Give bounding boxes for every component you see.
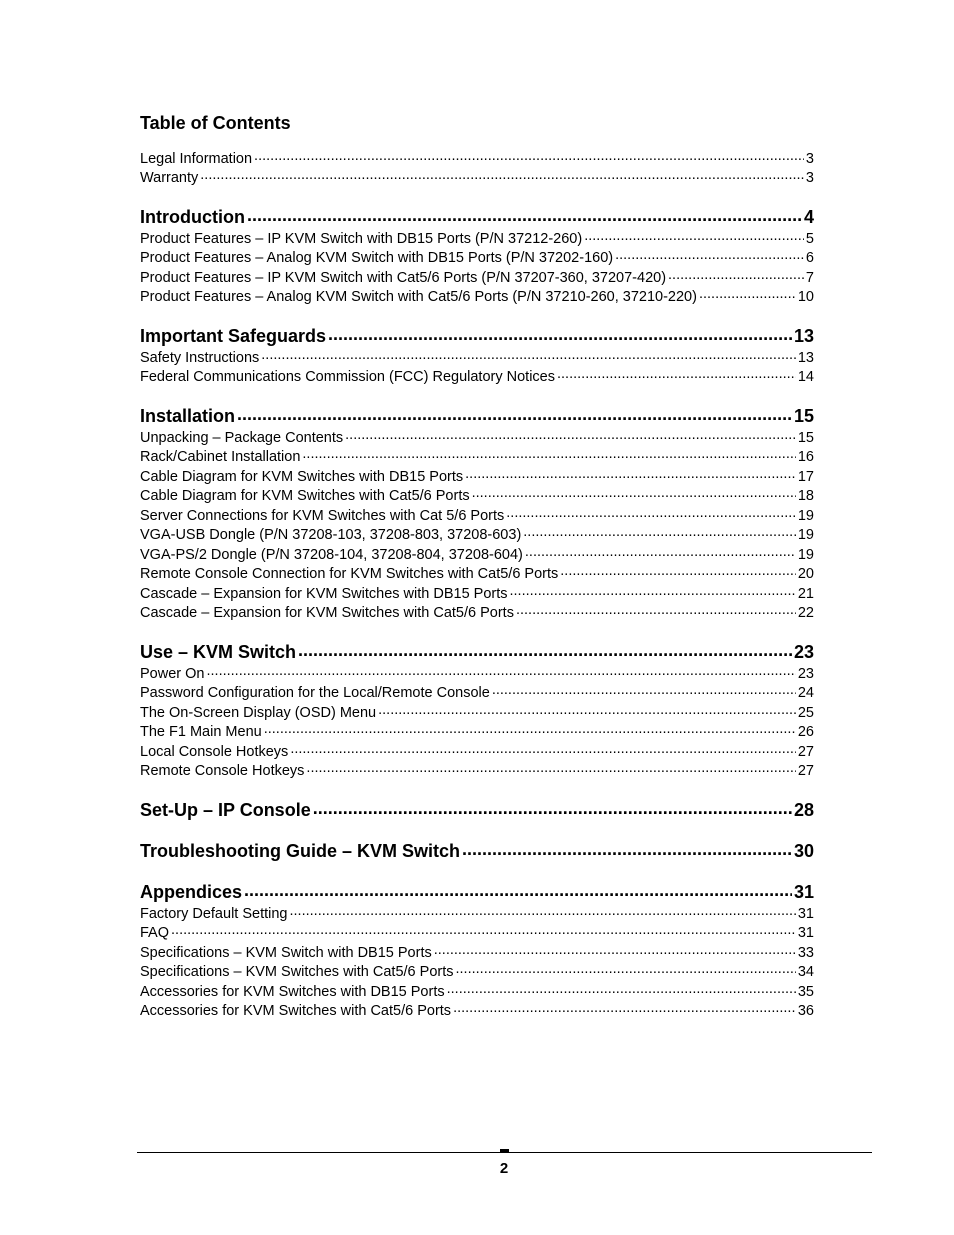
toc-entry-page: 10 bbox=[797, 289, 814, 305]
toc-entry-page: 26 bbox=[797, 724, 814, 740]
toc-entry[interactable] bbox=[140, 486, 814, 506]
toc-heading[interactable] bbox=[140, 324, 814, 347]
dot-leader bbox=[699, 287, 796, 302]
toc-entry-label: The F1 Main Menu bbox=[140, 724, 262, 740]
toc-section bbox=[140, 324, 814, 386]
toc-heading-label: Important Safeguards bbox=[140, 326, 327, 346]
toc-entry-label: Product Features – Analog KVM Switch with DB15 Ports (P/N 37202-160) bbox=[140, 250, 614, 266]
toc-entry[interactable] bbox=[140, 367, 814, 387]
dot-leader bbox=[200, 168, 804, 183]
toc-entry-label: Cable Diagram for KVM Switches with DB15 Ports bbox=[140, 468, 464, 485]
toc-heading-label: Installation bbox=[140, 406, 236, 426]
dot-leader bbox=[584, 228, 804, 243]
toc-section bbox=[140, 839, 814, 862]
dot-leader bbox=[462, 839, 792, 857]
toc-entry-page: 33 bbox=[797, 944, 814, 961]
dot-leader bbox=[298, 640, 792, 658]
toc-entry[interactable] bbox=[140, 761, 814, 781]
toc-heading-label: Introduction bbox=[140, 207, 245, 227]
toc-entry-label: Warranty bbox=[140, 170, 199, 186]
toc-section bbox=[140, 880, 814, 1020]
toc-heading-page: 31 bbox=[793, 882, 814, 902]
toc-section bbox=[140, 148, 814, 187]
dot-leader bbox=[560, 564, 796, 579]
dot-leader bbox=[206, 663, 795, 678]
toc-entry[interactable] bbox=[140, 525, 814, 545]
toc-entry[interactable] bbox=[140, 903, 814, 923]
dot-leader bbox=[313, 798, 792, 816]
dot-leader bbox=[523, 525, 796, 540]
dot-leader bbox=[472, 486, 796, 501]
toc-entry[interactable] bbox=[140, 962, 814, 982]
toc-entry-label: Power On bbox=[140, 665, 205, 682]
toc-entry[interactable] bbox=[140, 267, 814, 287]
toc-entry-label: Remote Console Connection for KVM Switches with Cat5/6 Ports bbox=[140, 566, 559, 582]
toc-section bbox=[140, 404, 814, 622]
toc-heading-label: Appendices bbox=[140, 882, 243, 902]
toc-entry[interactable] bbox=[140, 427, 814, 447]
toc-entry-label: Local Console Hotkeys bbox=[140, 743, 289, 760]
dot-leader bbox=[525, 544, 796, 559]
toc-entry-label: Remote Console Hotkeys bbox=[140, 763, 305, 779]
toc-heading-page: 13 bbox=[793, 326, 814, 346]
toc-heading-page: 28 bbox=[793, 800, 814, 820]
dot-leader bbox=[434, 942, 796, 957]
toc-entry[interactable] bbox=[140, 1001, 814, 1021]
toc-entry-label: Accessories for KVM Switches with Cat5/6 Ports bbox=[140, 1003, 452, 1019]
toc-entry[interactable] bbox=[140, 544, 814, 564]
toc-entry-page: 19 bbox=[797, 507, 814, 524]
toc-entry[interactable] bbox=[140, 248, 814, 268]
toc-entry-page: 13 bbox=[797, 349, 814, 366]
toc-entry[interactable] bbox=[140, 148, 814, 168]
toc-heading[interactable] bbox=[140, 880, 814, 903]
toc-entry-label: Specifications – KVM Switch with DB15 Ports bbox=[140, 944, 432, 961]
page-number: 2 bbox=[499, 1160, 509, 1177]
dot-leader bbox=[244, 880, 792, 898]
toc-entry-page: 22 bbox=[797, 605, 814, 621]
toc-entry[interactable] bbox=[140, 741, 814, 761]
toc-section bbox=[140, 640, 814, 780]
toc-entry[interactable] bbox=[140, 603, 814, 623]
page-title: Table of Contents bbox=[140, 113, 291, 133]
toc-entry-label: Specifications – KVM Switches with Cat5/6 Ports bbox=[140, 964, 454, 980]
toc-entry-page: 31 bbox=[797, 905, 814, 922]
toc-section bbox=[140, 798, 814, 821]
toc-entry-page: 31 bbox=[797, 925, 814, 941]
toc-entry[interactable] bbox=[140, 981, 814, 1001]
toc-entry-label: Cascade – Expansion for KVM Switches with Cat5/6 Ports bbox=[140, 605, 514, 621]
toc-entry-page: 18 bbox=[797, 488, 814, 504]
toc-entry[interactable] bbox=[140, 347, 814, 367]
dot-leader bbox=[465, 466, 796, 481]
toc-heading[interactable] bbox=[140, 640, 814, 663]
dot-leader bbox=[453, 1001, 796, 1016]
toc-entry-label: Accessories for KVM Switches with DB15 Ports bbox=[140, 983, 445, 1000]
footer-rule bbox=[137, 1152, 872, 1153]
toc-entry-label: Product Features – IP KVM Switch with DB15 Ports (P/N 37212-260) bbox=[140, 230, 583, 247]
dot-leader bbox=[506, 505, 796, 520]
toc-entry-label: The On-Screen Display (OSD) Menu bbox=[140, 704, 377, 721]
toc-entry[interactable] bbox=[140, 683, 814, 703]
dot-leader bbox=[290, 903, 796, 918]
toc-entry-page: 20 bbox=[797, 566, 814, 582]
toc-entry-page: 5 bbox=[805, 230, 814, 247]
dot-leader bbox=[328, 324, 792, 342]
toc-entry[interactable] bbox=[140, 702, 814, 722]
toc-entry-page: 16 bbox=[797, 449, 814, 465]
toc-heading-page: 15 bbox=[793, 406, 814, 426]
toc-heading-page: 4 bbox=[803, 207, 814, 227]
toc-heading[interactable] bbox=[140, 205, 814, 228]
toc-entry-label: Federal Communications Commission (FCC) Regulatory Notices bbox=[140, 369, 555, 385]
toc-heading-label: Use – KVM Switch bbox=[140, 642, 297, 662]
toc-entry[interactable] bbox=[140, 663, 814, 683]
dot-leader bbox=[668, 267, 804, 282]
dot-leader bbox=[237, 404, 792, 422]
toc-entry[interactable] bbox=[140, 466, 814, 486]
toc-heading-label: Set-Up – IP Console bbox=[140, 800, 311, 820]
toc-entry-page: 6 bbox=[805, 250, 814, 266]
toc-entry-label: Cable Diagram for KVM Switches with Cat5/6 Ports bbox=[140, 488, 470, 504]
toc-entry[interactable] bbox=[140, 287, 814, 307]
toc-entry-label: Safety Instructions bbox=[140, 349, 260, 366]
dot-leader bbox=[264, 722, 796, 737]
toc-entry-label: Cascade – Expansion for KVM Switches with DB15 Ports bbox=[140, 585, 508, 602]
toc-entry-page: 21 bbox=[797, 585, 814, 602]
toc-entry[interactable] bbox=[140, 505, 814, 525]
toc-entry-page: 27 bbox=[797, 763, 814, 779]
toc-heading-page: 23 bbox=[793, 642, 814, 662]
dot-leader bbox=[254, 148, 804, 163]
dot-leader bbox=[345, 427, 796, 442]
toc-entry-page: 24 bbox=[797, 685, 814, 701]
toc-entry-label: Legal Information bbox=[140, 150, 253, 167]
dot-leader bbox=[492, 683, 796, 698]
toc-entry-page: 23 bbox=[797, 665, 814, 682]
toc-entry[interactable] bbox=[140, 228, 814, 248]
toc-entry-label: Product Features – Analog KVM Switch with Cat5/6 Ports (P/N 37210-260, 37210-220) bbox=[140, 289, 697, 305]
dot-leader bbox=[557, 367, 796, 382]
toc-entry-page: 27 bbox=[797, 743, 814, 760]
dot-leader bbox=[378, 702, 796, 717]
toc-entry-page: 19 bbox=[797, 527, 814, 543]
toc-entry-label: Password Configuration for the Local/Remote Console bbox=[140, 685, 490, 701]
toc-entry-page: 35 bbox=[797, 983, 814, 1000]
toc-entry-label: FAQ bbox=[140, 925, 170, 941]
dot-leader bbox=[510, 583, 796, 598]
toc-entry-label: VGA-USB Dongle (P/N 37208-103, 37208-803, 37208-603) bbox=[140, 527, 522, 543]
toc-heading[interactable] bbox=[140, 404, 814, 427]
toc-entry-page: 36 bbox=[797, 1003, 814, 1019]
dot-leader bbox=[306, 761, 795, 776]
table-of-contents bbox=[140, 148, 814, 1038]
toc-entry-page: 3 bbox=[805, 150, 814, 167]
dot-leader bbox=[516, 603, 796, 618]
toc-entry-page: 19 bbox=[797, 546, 814, 563]
toc-heading-page: 30 bbox=[793, 841, 814, 861]
toc-entry-label: Rack/Cabinet Installation bbox=[140, 449, 301, 465]
toc-entry[interactable] bbox=[140, 942, 814, 962]
toc-entry[interactable] bbox=[140, 583, 814, 603]
dot-leader bbox=[261, 347, 796, 362]
dot-leader bbox=[247, 205, 802, 223]
toc-entry-page: 25 bbox=[797, 704, 814, 721]
toc-entry-label: VGA-PS/2 Dongle (P/N 37208-104, 37208-804, 37208-604) bbox=[140, 546, 523, 563]
toc-entry[interactable] bbox=[140, 447, 814, 467]
toc-heading-label: Troubleshooting Guide – KVM Switch bbox=[140, 841, 461, 861]
toc-entry-page: 15 bbox=[797, 429, 814, 446]
toc-heading[interactable] bbox=[140, 839, 814, 862]
dot-leader bbox=[615, 248, 804, 263]
toc-entry-label: Factory Default Setting bbox=[140, 905, 288, 922]
toc-entry[interactable] bbox=[140, 564, 814, 584]
dot-leader bbox=[456, 962, 796, 977]
dot-leader bbox=[302, 447, 795, 462]
dot-leader bbox=[290, 741, 796, 756]
dot-leader bbox=[447, 981, 796, 996]
toc-entry-page: 17 bbox=[797, 468, 814, 485]
toc-entry-page: 14 bbox=[797, 369, 814, 385]
toc-entry[interactable] bbox=[140, 923, 814, 943]
toc-entry[interactable] bbox=[140, 722, 814, 742]
toc-entry-page: 7 bbox=[805, 269, 814, 286]
toc-entry-label: Product Features – IP KVM Switch with Cat5/6 Ports (P/N 37207-360, 37207-420) bbox=[140, 269, 667, 286]
toc-entry[interactable] bbox=[140, 168, 814, 188]
toc-entry-label: Server Connections for KVM Switches with Cat 5/6 Ports bbox=[140, 507, 505, 524]
toc-entry-page: 34 bbox=[797, 964, 814, 980]
toc-entry-label: Unpacking – Package Contents bbox=[140, 429, 344, 446]
toc-heading[interactable] bbox=[140, 798, 814, 821]
toc-entry-page: 3 bbox=[805, 170, 814, 186]
toc-section bbox=[140, 205, 814, 306]
dot-leader bbox=[171, 923, 796, 938]
